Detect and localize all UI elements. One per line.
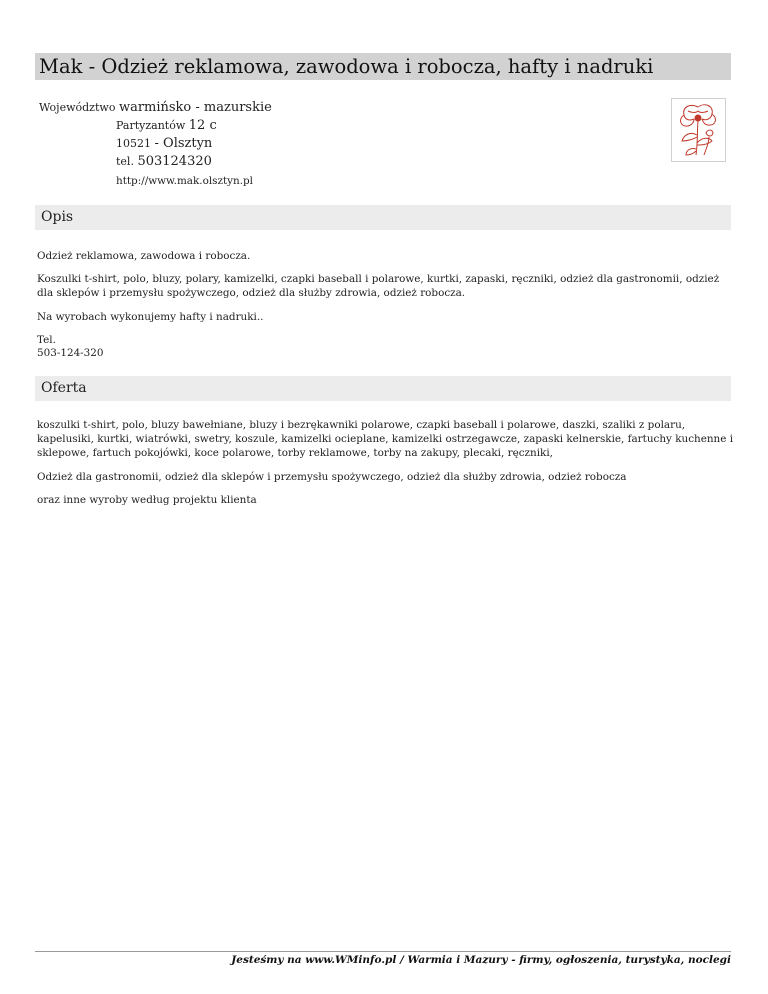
section-oferta-header xyxy=(35,376,731,401)
phone-number: 503124320 xyxy=(137,154,212,169)
company-logo xyxy=(671,98,726,162)
opis-paragraph: Koszulki t-shirt, polo, bluzy, polary, kamizelki, czapki baseball i polarowe, kurtki, zapaski, ręczniki, odzież dla gastronomii, odzież dla sklepów i przemysłu spożywczego, odzież dla służby zdrowia, odzież robocza. xyxy=(37,273,720,299)
section-opis-title: Opis xyxy=(41,209,74,225)
region-label-text: Województwo xyxy=(39,101,116,114)
website-link[interactable]: http://www.mak.olsztyn.pl xyxy=(116,175,253,187)
section-opis-header xyxy=(35,205,731,230)
poppy-flower-icon xyxy=(672,99,725,161)
oferta-paragraph: oraz inne wyroby według projektu klienta xyxy=(37,494,257,506)
footer-text: Jesteśmy na www.WMinfo.pl / Warmia i Mazury - firmy, ogłoszenia, turystyka, noclegi xyxy=(231,954,731,966)
opis-paragraph: Tel. xyxy=(37,334,56,346)
page-title: Mak - Odzież reklamowa, zawodowa i robocza, hafty i nadruki xyxy=(39,55,654,78)
street-line xyxy=(116,117,217,135)
region-label xyxy=(39,101,272,115)
website-line xyxy=(116,172,253,190)
footer-divider xyxy=(35,951,731,952)
postal-code: 10521 xyxy=(116,137,151,150)
phone-label: tel. xyxy=(116,155,134,168)
city-line: 10521 - Olsztyn xyxy=(116,136,213,151)
street-number: 12 c xyxy=(188,118,217,133)
city: Olsztyn xyxy=(163,136,213,151)
phone-line xyxy=(116,153,212,171)
opis-paragraph: Na wyrobach wykonujemy hafty i nadruki.. xyxy=(37,311,264,323)
section-oferta-title: Oferta xyxy=(41,380,87,396)
title-bar xyxy=(35,53,731,80)
region-value: warmińsko - mazurskie xyxy=(118,100,272,115)
street-label: Partyzantów xyxy=(116,119,186,132)
opis-paragraph: 503-124-320 xyxy=(37,347,104,359)
oferta-paragraph: koszulki t-shirt, polo, bluzy bawełniane, bluzy i bezrękawniki polarowe, czapki baseball i polarowe, daszki, szaliki z polaru, kapelusiki, kurtki, wiatrówki, swetry, koszule, kamizelki ocieplane, kamizelki ostrzegawcze, zapaski kelnerskie, fartuchy kuchenne i sklepowe, fartuch pokojówki, koce polarowe, torby reklamowe, torby na zakupy, plecaki, ręczniki, xyxy=(37,419,734,459)
opis-paragraph: Odzież reklamowa, zawodowa i robocza. xyxy=(37,250,251,262)
oferta-paragraph: Odzież dla gastronomii, odzież dla sklepów i przemysłu spożywczego, odzież dla służby zdrowia, odzież robocza xyxy=(37,471,627,483)
